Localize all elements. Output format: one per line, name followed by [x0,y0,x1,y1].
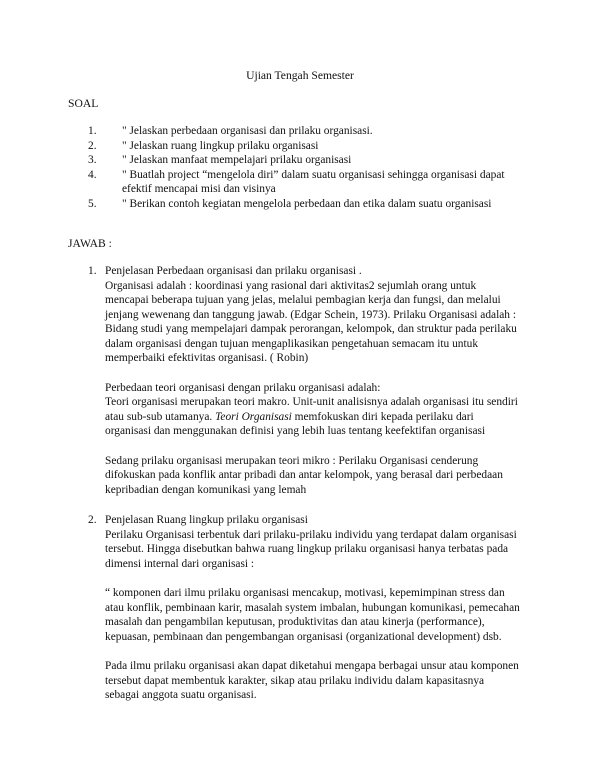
answer-number: 1. [88,265,97,277]
answer-number: 2. [88,514,97,526]
soal-item [88,153,528,168]
answer-paragraph: Organisasi adalah : koordinasi yang rasional dari aktivitas2 sejumlah orang untuk mencapai beberapa tujuan yang jelas, melalui pembagian kerja dan fungsi, dan melalui jenjang wewenang dan tanggung jawab. (Edgar Schein, 1973). Prilaku Organisasi adalah : Bidang studi yang mempelajari dampak perorangan, kelompok, dan struktur pada perilaku dalam organisasi dengan tujuan mengaplikasikan pengetahuan semacam itu untuk memperbaiki efektivitas organisasi. ( Robin) [105,279,517,364]
answer-paragraph: Sedang prilaku organisasi merupakan teori mikro : Perilaku Organisasi cenderung difokuskan pada konflik antar pribadi dan antar kelompok, yang berasal dari perbedaan kepribadian dengan komunikasi yang lemah [105,454,503,496]
soal-item-number: 5. [88,197,97,210]
soal-item-text: " Jelaskan ruang lingkup prilaku organisasi [122,139,319,152]
text-run: memfokuskan diri kepada perilaku dari organisasi dan menggunakan definisi yang lebih luas tentang keefektifan organisasi [105,410,486,437]
document-title: Ujian Tengah Semester [246,69,354,82]
soal-item-number: 4. [88,168,97,181]
spacer [88,497,520,513]
soal-heading: SOAL [68,97,99,110]
spacer [105,439,520,454]
answer-2 [88,513,520,703]
answer-list [88,264,520,703]
soal-item [88,197,528,212]
text-run: Teori organisasi merupakan teori makro. Unit-unit analisisnya adalah organisasi itu sendiri atau sub-sub utamanya. [105,396,518,423]
soal-item-text: " Buatlah project “mengelola diri” dalam suatu organisasi sehingga organisasi dapat efektif mencapai misi dan visinya [122,168,505,195]
soal-list [88,124,528,211]
spacer [105,366,520,381]
answer-title: Penjelasan Ruang lingkup prilaku organisasi [105,514,308,526]
answer-paragraph [105,395,520,439]
answer-title: Penjelasan Perbedaan organisasi dan prilaku organisasi . [105,265,362,277]
jawab-heading: JAWAB : [68,237,112,250]
spacer [105,571,520,586]
soal-item [88,168,528,197]
answer-1 [88,264,520,497]
soal-item-text: " Berikan contoh kegiatan mengelola perbedaan dan etika dalam suatu organisasi [122,197,492,210]
emphasis-text: Teori Organisasi [215,410,292,423]
answer-subheading: Perbedaan teori organisasi dengan prilaku organisasi adalah: [105,381,381,394]
answer-paragraph: “ komponen dari ilmu prilaku organisasi mencakup, motivasi, kepemimpinan stress dan atau konflik, pembinaan karir, masalah system imbalan, hubungan komunikasi, pemecahan masalah dan pengambilan keputusan, produktivitas dan atau kinerja (performance), kepuasan, pembinaan dan pengembangan organisasi (organizational development) dsb. [105,587,520,643]
spacer [105,644,520,659]
soal-item-text: " Jelaskan manfaat mempelajari prilaku organisasi [122,154,352,166]
soal-item-number: 3. [88,154,97,166]
soal-item-text: " Jelaskan perbedaan organisasi dan prilaku organisasi. [122,125,373,137]
soal-item-number: 2. [88,139,97,152]
answer-paragraph: Perilaku Organisasi terbentuk dari prilaku-prilaku individu yang terdapat dalam organisasi tersebut. Hingga disebutkan bahwa ruang lingkup prilaku organisasi hanya terbatas pada dimensi internal dari organisasi : [105,528,517,570]
answer-paragraph: Pada ilmu prilaku organisasi akan dapat diketahui mengapa berbagai unsur atau komponen tersebut dapat membentuk karakter, sikap atau prilaku individu dalam kapasitasnya sebagai anggota suatu organisasi. [105,660,519,701]
soal-item-number: 1. [88,125,97,137]
soal-item [88,139,528,154]
soal-item [88,124,528,139]
